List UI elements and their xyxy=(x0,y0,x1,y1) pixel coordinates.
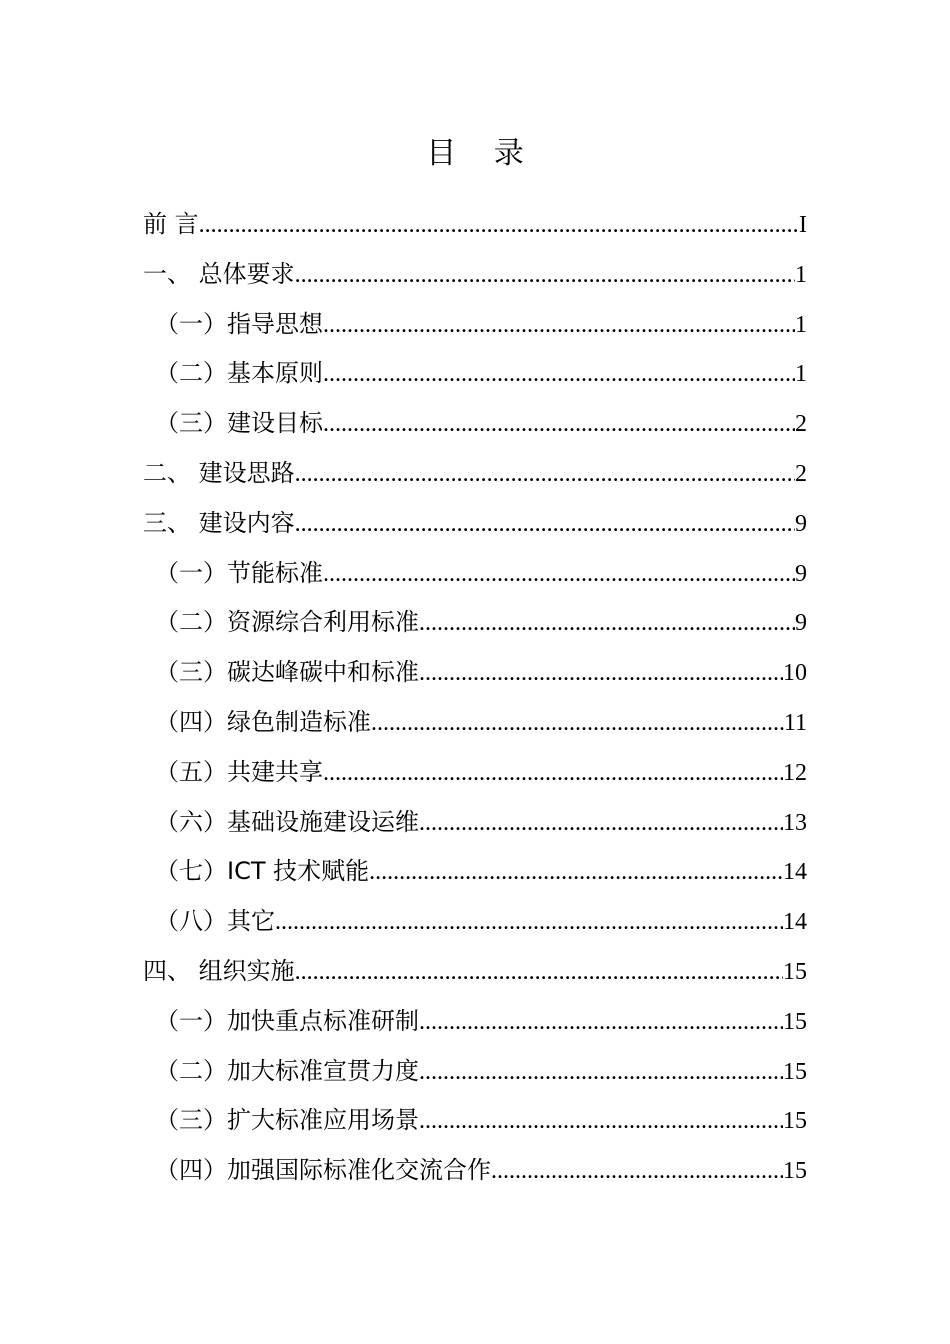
toc-entry-label: 二、 建设思路 xyxy=(143,458,295,487)
dot-leader xyxy=(199,201,799,251)
toc-entry-page: 2 xyxy=(795,460,807,487)
toc-entry[interactable] xyxy=(143,598,807,648)
dot-leader xyxy=(295,948,783,998)
toc-entry-label: （三）建设目标 xyxy=(155,409,323,438)
toc-entry[interactable] xyxy=(143,1047,807,1097)
dot-leader xyxy=(419,799,783,849)
toc-entry[interactable] xyxy=(143,847,807,897)
toc-entry-label: 一、 总体要求 xyxy=(143,259,295,288)
toc-entry-label: （二）资源综合利用标准 xyxy=(155,608,419,637)
toc-entry-label: （四）绿色制造标准 xyxy=(155,707,371,736)
dot-leader xyxy=(419,1097,783,1147)
toc-entry-page: 12 xyxy=(783,759,807,786)
toc-entry-page: 9 xyxy=(795,560,807,587)
toc-entry-label: （一）节能标准 xyxy=(155,558,323,587)
toc-entry-label: 三、 建设内容 xyxy=(143,508,295,537)
toc-entry-label: （一）指导思想 xyxy=(155,309,323,338)
toc-entry[interactable] xyxy=(143,549,807,599)
dot-leader xyxy=(295,450,795,500)
toc-entry-page: 9 xyxy=(795,610,807,637)
toc-entry-page: 13 xyxy=(783,809,807,836)
dot-leader xyxy=(419,599,795,649)
toc-entry[interactable] xyxy=(143,499,807,549)
toc-entry-label: （四）加强国际标准化交流合作 xyxy=(155,1156,491,1185)
toc-entry[interactable] xyxy=(143,798,807,848)
toc-entry-label: （八）其它 xyxy=(155,907,275,936)
toc-entry[interactable] xyxy=(143,698,807,748)
toc-entry[interactable] xyxy=(143,748,807,798)
toc-entry[interactable] xyxy=(143,250,807,300)
toc-entry[interactable] xyxy=(143,648,807,698)
dot-leader xyxy=(419,1048,783,1098)
toc-entry-label: 前 言 xyxy=(143,210,199,238)
toc-entry[interactable] xyxy=(143,349,807,399)
toc-entry-label: （三）扩大标准应用场景 xyxy=(155,1106,419,1135)
toc-entry-page: 1 xyxy=(795,361,807,388)
dot-leader xyxy=(419,998,783,1048)
dot-leader xyxy=(295,251,795,301)
toc-entry-page: 15 xyxy=(783,958,807,985)
toc-entry-page: 14 xyxy=(783,859,807,886)
toc-entry-page: 10 xyxy=(783,660,807,687)
table-of-contents xyxy=(143,200,807,1196)
toc-entry[interactable] xyxy=(143,300,807,350)
dot-leader xyxy=(323,350,795,400)
toc-entry-label: （六）基础设施建设运维 xyxy=(155,807,419,836)
toc-entry[interactable] xyxy=(143,399,807,449)
toc-entry-page: 9 xyxy=(795,510,807,537)
dot-leader xyxy=(275,898,783,948)
dot-leader xyxy=(295,500,795,550)
toc-entry-page: 11 xyxy=(783,709,807,736)
toc-entry-label: （二）加大标准宣贯力度 xyxy=(155,1056,419,1085)
toc-entry-page: I xyxy=(799,212,807,238)
dot-leader xyxy=(371,699,784,749)
toc-entry-page: 14 xyxy=(783,909,807,936)
toc-entry[interactable] xyxy=(143,1146,807,1196)
toc-entry[interactable] xyxy=(143,997,807,1047)
toc-entry-page: 15 xyxy=(783,1158,807,1185)
toc-entry-label: （二）基本原则 xyxy=(155,359,323,388)
dot-leader xyxy=(323,400,795,450)
toc-entry[interactable] xyxy=(143,897,807,947)
toc-title: 目 录 xyxy=(426,136,538,171)
toc-entry-label: （一）加快重点标准研制 xyxy=(155,1006,419,1035)
toc-entry-page: 1 xyxy=(795,261,807,288)
toc-entry[interactable] xyxy=(143,947,807,997)
toc-entry[interactable] xyxy=(143,1096,807,1146)
dot-leader xyxy=(491,1147,783,1197)
toc-entry-page: 15 xyxy=(783,1008,807,1035)
toc-entry-page: 15 xyxy=(783,1058,807,1085)
toc-entry[interactable] xyxy=(143,200,807,250)
dot-leader xyxy=(323,749,783,799)
dot-leader xyxy=(419,649,783,699)
dot-leader xyxy=(323,301,795,351)
toc-entry-label: （五）共建共享 xyxy=(155,757,323,786)
toc-entry-page: 15 xyxy=(783,1108,807,1135)
toc-entry-label: （三）碳达峰碳中和标准 xyxy=(155,658,419,687)
toc-entry[interactable] xyxy=(143,449,807,499)
toc-entry-label: 四、 组织实施 xyxy=(143,956,295,985)
dot-leader xyxy=(369,848,783,898)
toc-entry-label: （七）ICT 技术赋能 xyxy=(155,857,370,886)
toc-entry-page: 2 xyxy=(795,411,807,438)
toc-entry-page: 1 xyxy=(795,311,807,338)
dot-leader xyxy=(323,550,795,600)
